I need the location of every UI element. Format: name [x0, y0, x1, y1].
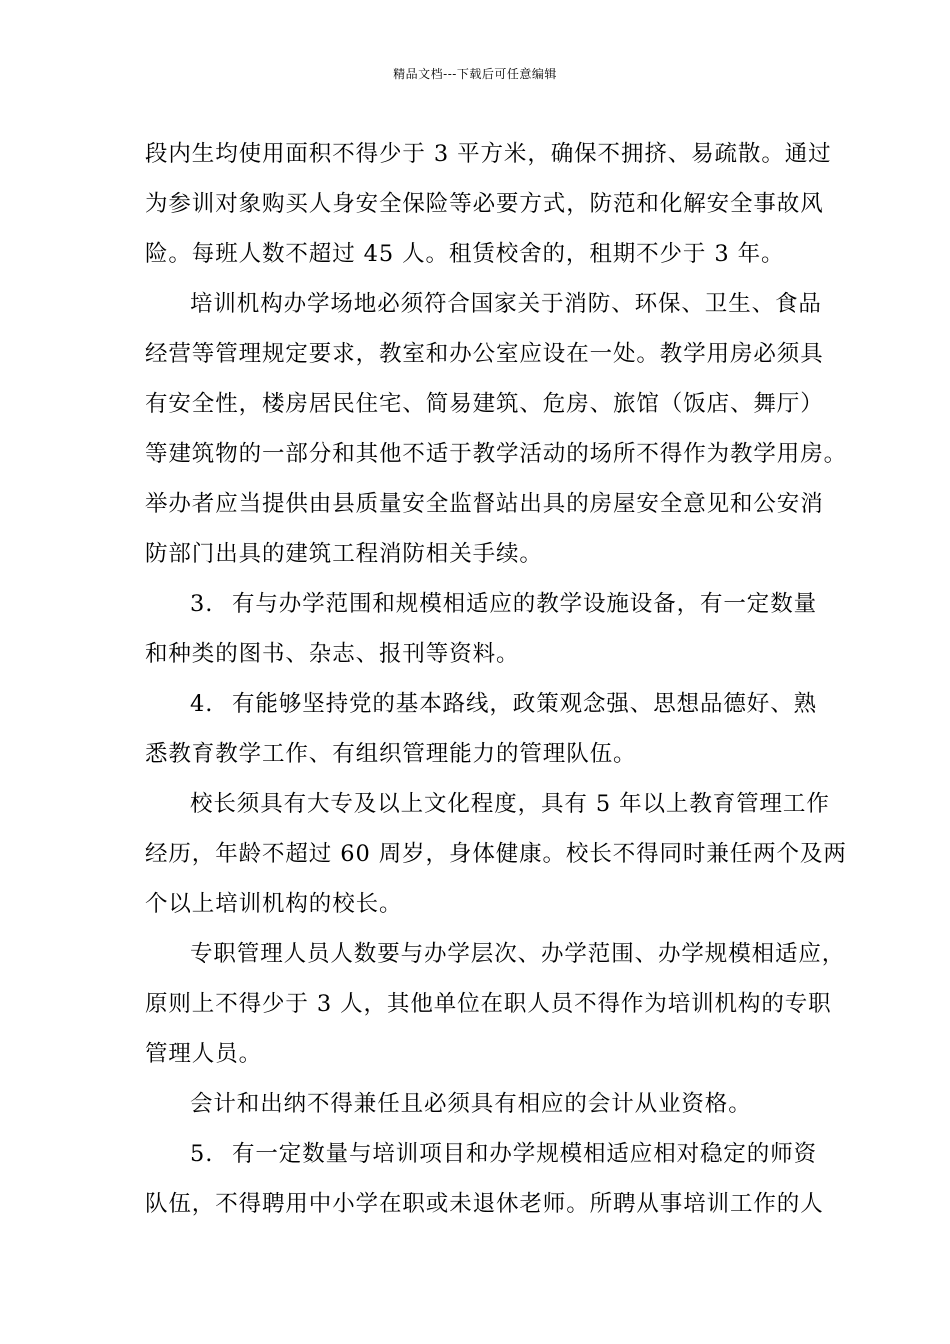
- numbered-item-line: [145, 579, 818, 629]
- item-text: 有一定数量与培训项目和办学规模相适应相对稳定的师资: [232, 1141, 818, 1167]
- paragraph-first-line: 专职管理人员人数要与办学层次、办学范围、办学规模相适应，: [190, 941, 846, 967]
- numbered-item-line: [145, 1129, 818, 1179]
- text-line: 经营等管理规定要求，教室和办公室应设在一处。教学用房必须具: [145, 341, 824, 367]
- text-line: 段内生均使用面积不得少于 3 平方米，确保不拥挤、易疏散。通过: [145, 141, 832, 167]
- page-header: 精品文档---下载后可任意编辑: [393, 67, 557, 81]
- text-line: 等建筑物的一部分和其他不适于教学活动的场所不得作为教学用房。: [145, 441, 848, 467]
- item-text: 有与办学范围和规模相适应的教学设施设备，有一定数量: [232, 591, 818, 617]
- text-line: 悉教育教学工作、有组织管理能力的管理队伍。: [145, 741, 637, 767]
- text-line: 管理人员。: [145, 1041, 263, 1067]
- item-number: 4.: [190, 691, 214, 717]
- paragraph-first-line: 培训机构办学场地必须符合国家关于消防、环保、卫生、食品: [190, 291, 822, 317]
- item-text: 有能够坚持党的基本路线，政策观念强、思想品德好、熟: [232, 691, 818, 717]
- text-line: 险。每班人数不超过 45 人。租赁校舍的，租期不少于 3 年。: [145, 241, 785, 267]
- document-body: [145, 129, 848, 1229]
- paragraph-first-line: 会计和出纳不得兼任且必须具有相应的会计从业资格。: [190, 1091, 752, 1117]
- item-number: 5.: [190, 1141, 214, 1167]
- text-line: 举办者应当提供由县质量安全监督站出具的房屋安全意见和公安消: [145, 491, 824, 517]
- item-number: 3.: [190, 591, 214, 617]
- paragraph-first-line: 校长须具有大专及以上文化程度，具有 5 年以上教育管理工作: [190, 791, 830, 817]
- text-line: 个以上培训机构的校长。: [145, 891, 403, 917]
- text-line: 经历，年龄不超过 60 周岁，身体健康。校长不得同时兼任两个及两: [145, 841, 847, 867]
- text-line: 和种类的图书、杂志、报刊等资料。: [145, 641, 520, 667]
- text-line: 防部门出具的建筑工程消防相关手续。: [145, 541, 543, 567]
- text-line: 原则上不得少于 3 人，其他单位在职人员不得作为培训机构的专职: [145, 991, 832, 1017]
- text-line: 为参训对象购买人身安全保险等必要方式，防范和化解安全事故风: [145, 191, 824, 217]
- numbered-item-line: [145, 679, 818, 729]
- text-line: 队伍，不得聘用中小学在职或未退休老师。所聘从事培训工作的人: [145, 1191, 824, 1217]
- text-line: 有安全性，楼房居民住宅、简易建筑、危房、旅馆（饭店、舞厅）: [145, 391, 824, 417]
